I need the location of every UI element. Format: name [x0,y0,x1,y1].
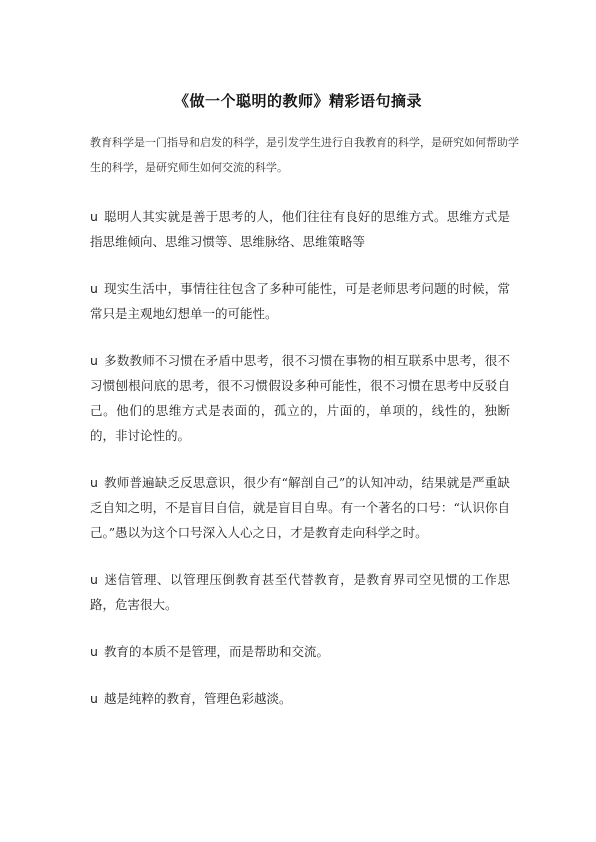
quote-item [90,639,510,664]
bullet-icon: u [90,644,98,659]
bullet-icon: u [90,281,98,296]
quote-text: 现实生活中，事情往往包含了多种可能性，可是老师思考问题的时候，常常只是主观地幻想单一的可能性。 [90,281,510,321]
bullet-icon: u [90,209,98,224]
quote-list [90,204,510,733]
bullet-icon: u [90,691,98,706]
bullet-icon: u [90,572,98,587]
quote-text: 多数教师不习惯在矛盾中思考，很不习惯在事物的相互联系中思考，很不习惯刨根问底的思考，很不习惯假设多种可能性，很不习惯在思考中反驳自己。他们的思维方式是表面的，孤立的，片面的，单项的，线性的，独断的，非讨论性的。 [90,353,510,443]
quote-item [90,276,510,326]
quote-text: 教育的本质不是管理，而是帮助和交流。 [103,644,329,659]
intro-paragraph: 教育科学是一门指导和启发的科学，是引发学生进行自我教育的科学，是研究如何帮助学生的科学，是研究师生如何交流的科学。 [90,136,519,174]
quote-text: 迷信管理、以管理压倒教育甚至代替教育，是教育界司空见惯的工作思路，危害很大。 [90,572,510,612]
quote-item [90,567,510,617]
quote-text: 越是纯粹的教育，管理色彩越淡。 [103,691,292,706]
quote-item [90,348,510,448]
quote-item [90,686,510,711]
document-title: 《做一个聪明的教师》精彩语句摘录 [173,92,422,110]
quote-text: 教师普遍缺乏反思意识，很少有“解剖自己”的认知冲动，结果就是严重缺乏自知之明，不是盲目自信，就是盲目自卑。有一个著名的口号：“认识你自己。”愚以为这个口号深入人心之日，才是教育走向科学之时。 [90,475,510,540]
bullet-icon: u [90,475,98,490]
quote-text: 聪明人其实就是善于思考的人，他们往往有良好的思维方式。思维方式是指思维倾向、思维习惯等、思维脉络、思维策略等 [90,209,510,249]
quote-item [90,470,510,545]
bullet-icon: u [90,353,98,368]
quote-item [90,204,510,254]
